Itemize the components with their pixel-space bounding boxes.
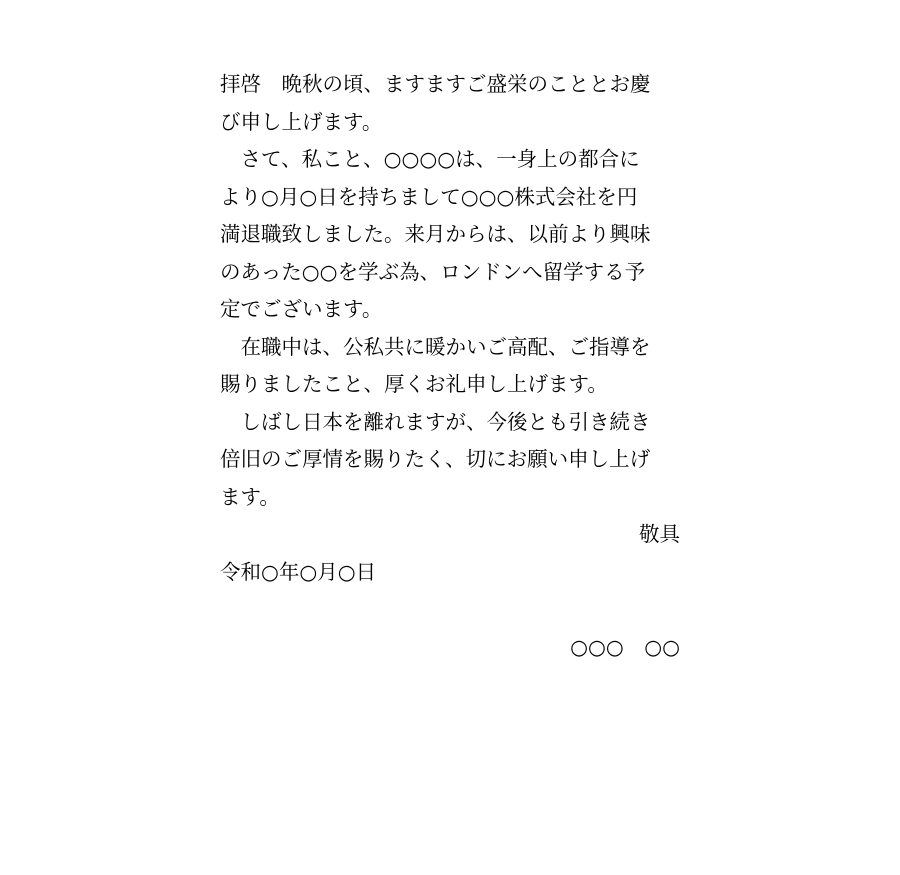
opening-line-2: び申し上げます。 <box>220 109 383 134</box>
signature: ○○○ ○○ <box>570 634 680 659</box>
paragraph-1-line-1: さて、私こと、○○○○は、一身上の都合に <box>220 147 640 171</box>
paragraph-1-line-5: 定でございます。 <box>220 297 383 321</box>
paragraph-3-line-3: ます。 <box>220 484 280 509</box>
paragraph-3-line-2: 倍旧のご厚情を賜りたく、切にお願い申し上げ <box>220 447 651 471</box>
paragraph-1-line-4: のあった○○を学ぶ為、ロンドンへ留学する予 <box>220 259 646 284</box>
paragraph-2-line-2: 賜りましたこと、厚くお礼申し上げます。 <box>220 372 608 396</box>
paragraph-2-line-1: 在職中は、公私共に暖かいご高配、ご指導を <box>220 334 651 359</box>
paragraph-1-line-2: より○月○日を持ちまして○○○株式会社を円 <box>220 184 638 209</box>
paragraph-3-line-1: しばし日本を離れますが、今後とも引き続き <box>220 409 651 434</box>
closing-keigu: 敬具 <box>639 522 680 546</box>
spacer <box>220 591 680 629</box>
opening-line-1: 拝啓 晩秋の頃、ますますご盛栄のこととお慶 <box>220 72 651 96</box>
letter-body <box>220 66 680 666</box>
letter-date: 令和○年○月○日 <box>220 559 377 584</box>
paragraph-1-line-3: 満退職致しました。来月からは、以前より興味 <box>220 222 651 246</box>
